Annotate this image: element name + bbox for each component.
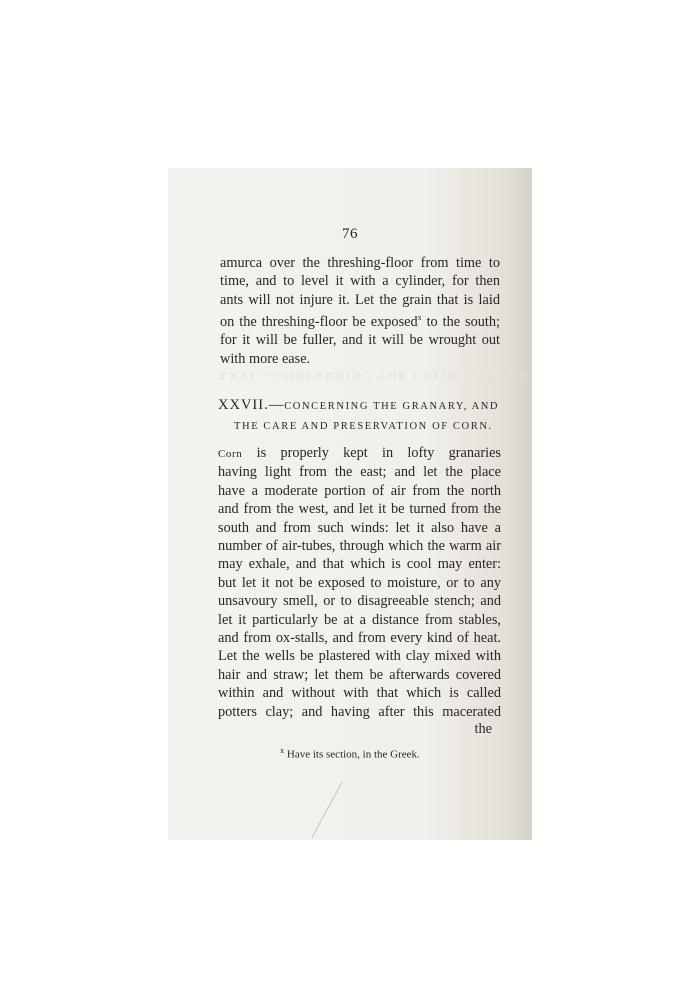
text-line: Let the wells be plastered with clay mixed with [218, 648, 501, 665]
text-line: and from the west, and let it be turned from the [218, 501, 501, 518]
text-line: have a moderate portion of air from the north [218, 482, 501, 499]
heading-line [218, 395, 500, 417]
bleed-through-text: XXVI.—CONCERNING THE LAYING OF THE [218, 369, 529, 383]
text-line: potters clay; and having after this macerated [218, 703, 501, 720]
scanned-page [168, 168, 532, 840]
text-line: let it particularly be at a distance from stables, [218, 611, 501, 628]
text-line-first [218, 444, 501, 463]
drop-word: Corn [218, 448, 243, 460]
text-line: unsavoury smell, or to disagreeable stench; and [218, 593, 501, 610]
text-segment: on the threshing-floor be exposed [220, 313, 418, 330]
text-line: for it will be fuller, and it will be wrought out [220, 332, 500, 349]
text-line: but let it not be exposed to moisture, or to any [218, 574, 501, 591]
text-line: having light from the east; and let the place [218, 464, 501, 481]
paper-crease-mark [308, 780, 348, 840]
footnote-marker: x [280, 746, 285, 755]
section-heading [218, 395, 500, 437]
text-line: within and without with that which is called [218, 685, 501, 702]
text-segment: is properly kept in lofty granaries [242, 445, 501, 461]
text-line: may exhale, and that which is cool may enter: [218, 556, 501, 573]
text-segment: to the south; [421, 313, 501, 330]
page-number: 76 [342, 226, 358, 242]
text-line: hair and straw; let them be afterwards covered [218, 666, 501, 683]
footnote-text: Have its section, in the Greek. [284, 748, 420, 761]
paragraph-body [218, 444, 501, 721]
text-line-with-note [220, 309, 500, 331]
text-line: amurca over the threshing-floor from time to [220, 255, 500, 271]
footnote-ref: x [417, 313, 422, 323]
text-line: with more ease. [220, 350, 311, 367]
paragraph-continuation [220, 254, 500, 368]
heading-line: THE CARE AND PRESERVATION OF CORN. [234, 421, 493, 432]
text-line: time, and to level it with a cylinder, for then [220, 273, 500, 290]
catchword: the [474, 721, 492, 737]
text-line: ants will not injure it. Let the grain that is laid [220, 291, 500, 308]
text-line: number of air-tubes, through which the warm air [218, 538, 501, 555]
section-numeral: XXVII.— [218, 397, 285, 413]
footnote [168, 746, 532, 761]
heading-caps: CONCERNING THE GRANARY, AND [284, 401, 500, 412]
text-line: and from ox-stalls, and from every kind of heat. [218, 630, 501, 647]
text-line: south and from such winds: let it also have a [218, 519, 501, 536]
